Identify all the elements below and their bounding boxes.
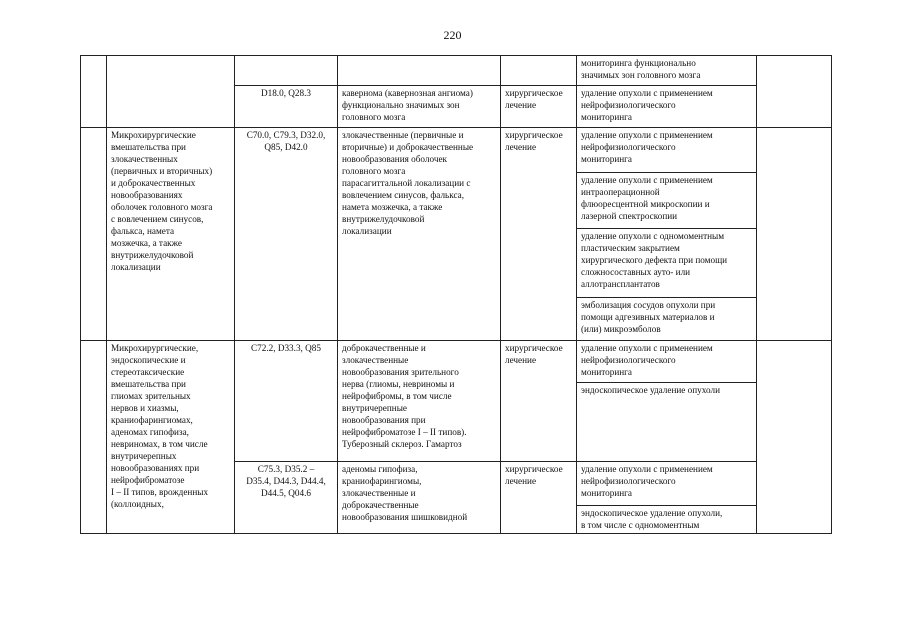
cell-extra [757,56,832,128]
cell-codes: C75.3, D35.2 – D35.4, D44.3, D44.4, D44.5, Q04.6 [235,462,338,534]
cell-treatment: удаление опухоли с применением интраоперационной флюоресцентной микроскопии и лазерной спектроскопии [577,173,757,229]
cell-codes [235,56,338,86]
cell-treatment: удаление опухоли с применением нейрофизиологического мониторинга [577,462,757,506]
cell-name: Микрохирургические вмешательства при злокачественных (первичных и вторичных) и доброкачественных новообразованиях оболочек головного мозга с вовлечением синусов, фалькса, намета мозжечка, а также внутрижелудочковой локализации [107,128,235,341]
cell-treatment: удаление опухоли с применением нейрофизиологического мониторинга [577,128,757,173]
table-row [81,56,832,86]
cell-type [501,56,577,86]
procedures-table [80,55,832,534]
cell-num [81,128,107,341]
cell-diagnosis: доброкачественные и злокачественные новообразования зрительного нерва (глиомы, невриномы и нейрофибромы, в том числе внутричерепные новообразования при нейрофиброматозе I – II типов). Туберозный склероз. Гамартоз [338,341,501,462]
cell-treatment: мониторинга функционально значимых зон головного мозга [577,56,757,86]
cell-diagnosis: аденомы гипофиза, краниофарингиомы, злокачественные и доброкачественные новообразования шишковидной [338,462,501,534]
cell-treatment: эндоскопическое удаление опухоли, в том числе с одномоментным [577,506,757,534]
cell-treatment: удаление опухоли с одномоментным пластическим закрытием хирургического дефекта при помощи сложносоставных ауто- или аллотрансплантатов [577,229,757,298]
cell-type: хирургическое лечение [501,341,577,462]
cell-num [81,56,107,128]
page-number: 220 [443,28,462,42]
cell-diagnosis [338,56,501,86]
cell-extra [757,341,832,534]
cell-type: хирургическое лечение [501,128,577,341]
cell-codes: C72.2, D33.3, Q85 [235,341,338,462]
cell-name [107,56,235,128]
cell-treatment: удаление опухоли с применением нейрофизиологического мониторинга [577,341,757,383]
cell-diagnosis: злокачественные (первичные и вторичные) и доброкачественные новообразования оболочек головного мозга парасагиттальной локализации с вовлечением синусов, фалькса, намета мозжечка, а также внутрижелудочковой локализации [338,128,501,341]
cell-name: Микрохирургические, эндоскопические и стереотаксические вмешательства при глиомах зрительных нервов и хиазмы, краниофарингиомах, аденомах гипофиза, невриномах, в том числе внутричерепных новообразованиях при нейрофиброматозе I – II типов, врожденных (коллоидных, [107,341,235,534]
cell-num [81,341,107,534]
cell-type: хирургическое лечение [501,462,577,534]
table-row [81,128,832,173]
cell-treatment: эмболизация сосудов опухоли при помощи адгезивных материалов и (или) микроэмболов [577,298,757,341]
cell-treatment: удаление опухоли с применением нейрофизиологического мониторинга [577,86,757,128]
cell-codes: C70.0, C79.3, D32.0, Q85, D42.0 [235,128,338,341]
cell-diagnosis: кавернома (кавернозная ангиома) функционально значимых зон головного мозга [338,86,501,128]
cell-type: хирургическое лечение [501,86,577,128]
cell-codes: D18.0, Q28.3 [235,86,338,128]
cell-extra [757,128,832,341]
cell-treatment: эндоскопическое удаление опухоли [577,383,757,462]
table-row [81,341,832,383]
